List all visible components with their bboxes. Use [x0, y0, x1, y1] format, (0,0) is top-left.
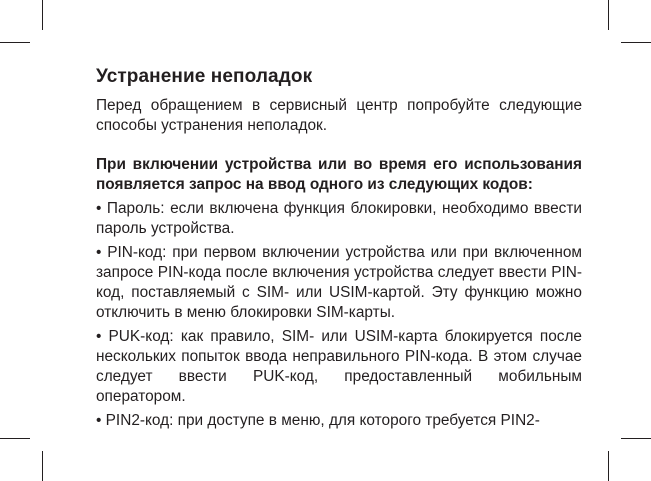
crop-mark-top-right-vertical — [608, 0, 609, 30]
intro-paragraph: Перед обращением в сервисный центр попробуйте следующие способы устранения неполадок. — [96, 97, 582, 134]
list-item-password: • Пароль: если включена функция блокировки, необходимо ввести пароль устройства. — [96, 200, 582, 237]
crop-mark-top-left-horizontal — [0, 42, 30, 43]
list-item-pin-code: • PIN-код: при первом включении устройства или при включенном запросе PIN-кода после включения устройства следует ввести PIN-код, поставляемый с SIM- или USIM-картой. Эту функцию можно отключить в меню блокировки SIM-карты. — [96, 244, 582, 321]
crop-mark-top-left-vertical — [42, 0, 43, 30]
list-item-pin2-code: • PIN2-код: при доступе в меню, для которого требуется PIN2- — [96, 412, 540, 429]
page-title: Устранение неполадок — [96, 66, 313, 87]
crop-mark-bottom-right-vertical — [608, 451, 609, 481]
crop-mark-bottom-right-horizontal — [621, 438, 651, 439]
crop-mark-bottom-left-vertical — [42, 451, 43, 481]
crop-mark-bottom-left-horizontal — [0, 438, 30, 439]
list-item-puk-code: • PUK-код: как правило, SIM- или USIM-карта блокируется после нескольких попыток ввода неправильного PIN-кода. В этом случае следует ввести PUK-код, предоставленный мобильным оператором. — [96, 328, 582, 405]
page-content — [96, 66, 582, 431]
section-heading: При включении устройства или во время его использования появляется запрос на ввод одного из следующих кодов: — [96, 156, 582, 193]
crop-mark-top-right-horizontal — [621, 42, 651, 43]
